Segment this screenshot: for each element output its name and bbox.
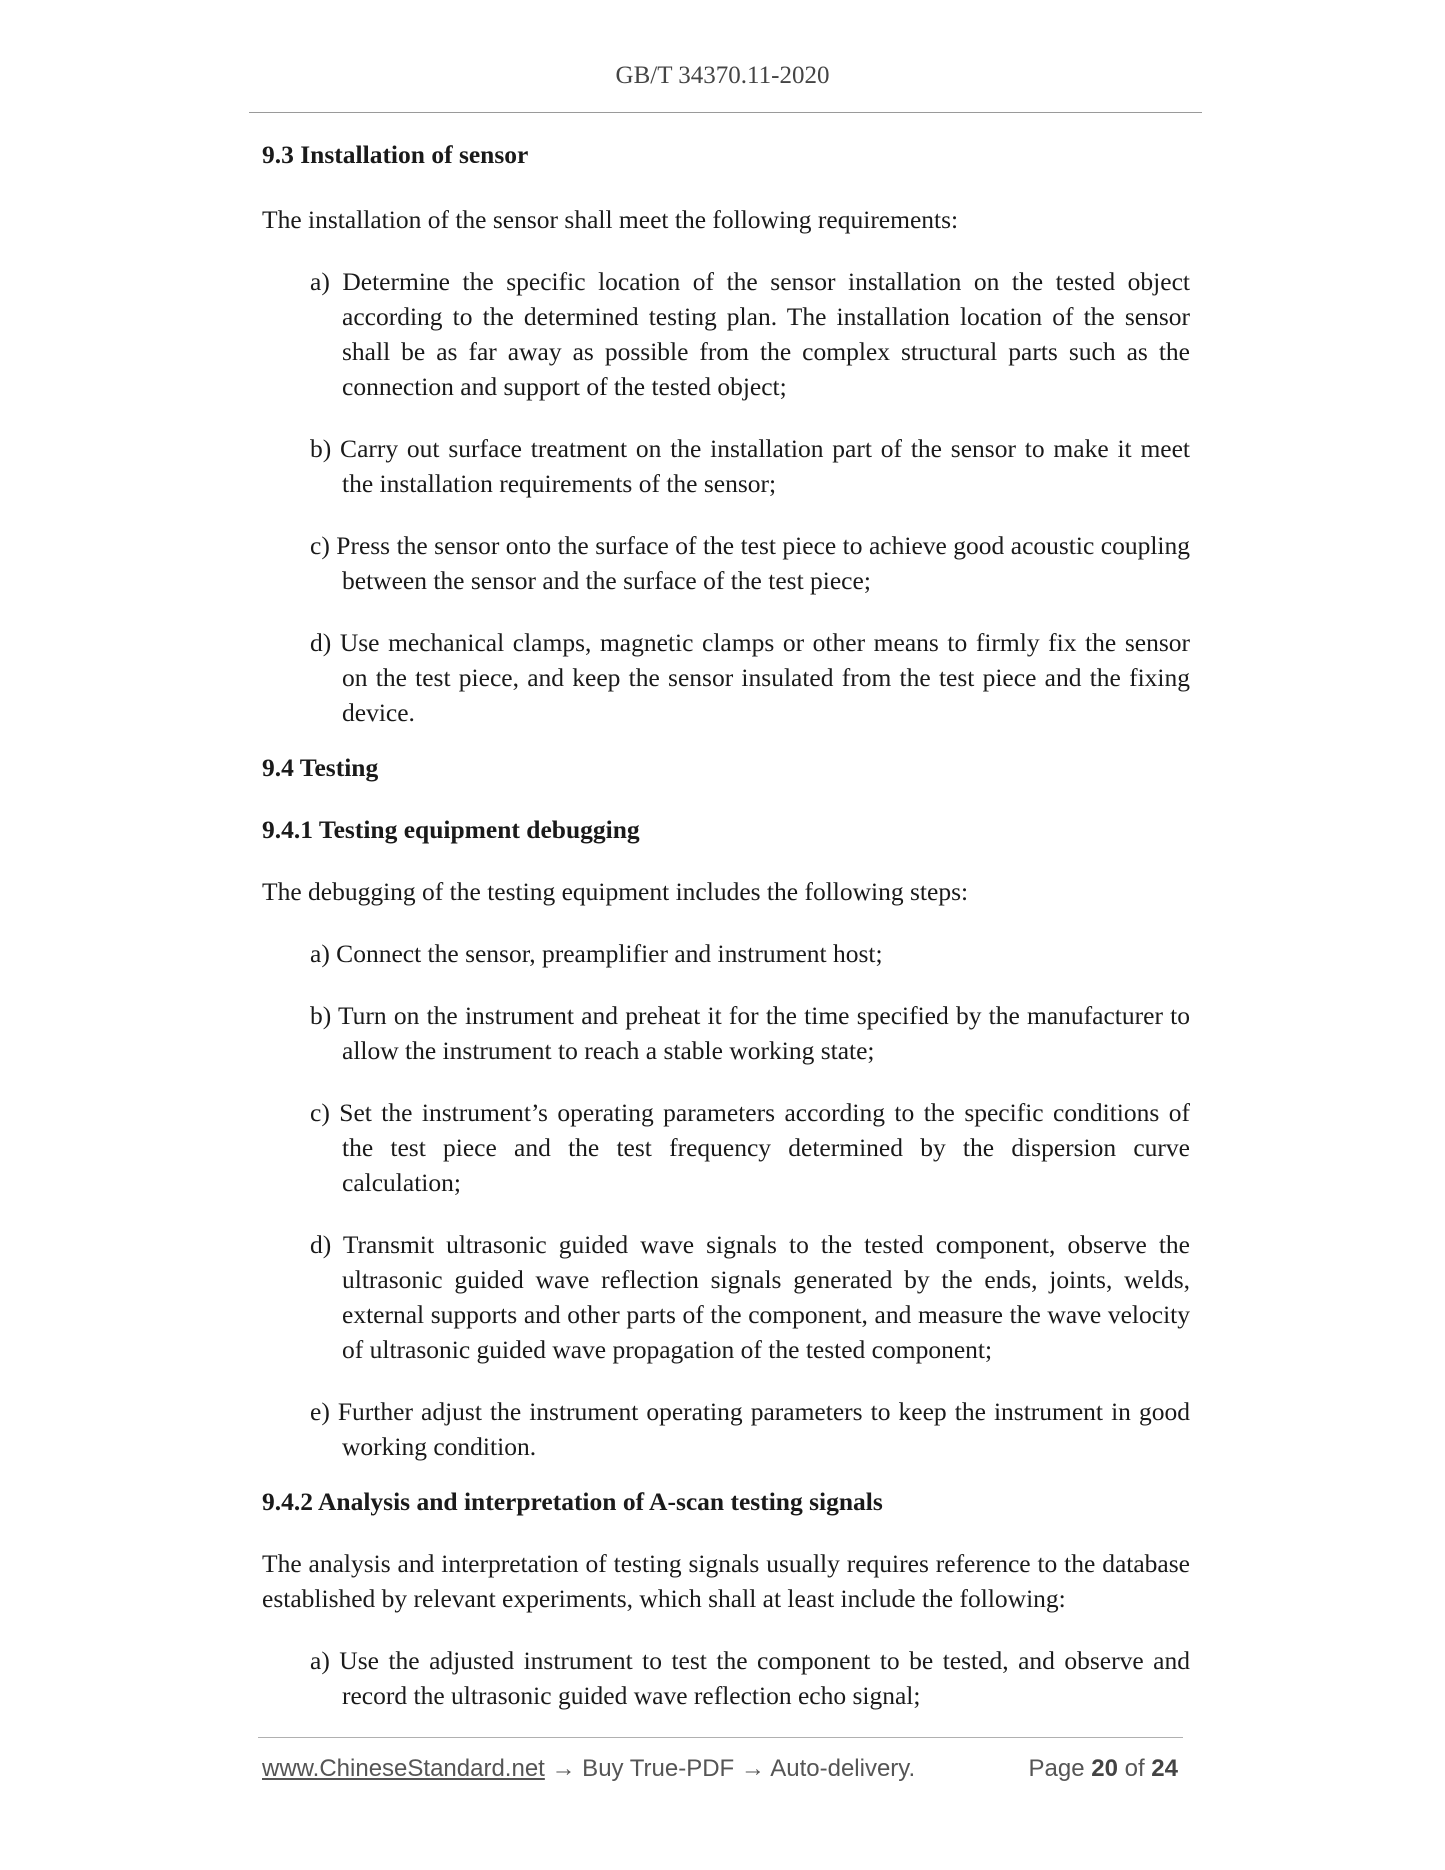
list-item: c) Set the instrument’s operating parameters according to the specific conditions of the test piece and the test frequency determined by the dispersion curve calculation;: [310, 1098, 1190, 1197]
of-label: of: [1124, 1755, 1145, 1782]
list-item: e) Further adjust the instrument operating parameters to keep the instrument in good working condition.: [310, 1397, 1190, 1461]
list-item: a) Use the adjusted instrument to test the component to be tested, and observe and record the ultrasonic guided wave reflection echo signal;: [310, 1646, 1190, 1710]
page-indicator: [1029, 1755, 1179, 1783]
list-item: a) Determine the specific location of the sensor installation on the tested object according to the determined testing plan. The installation location of the sensor shall be as far away as possible from the complex structural parts such as the connection and support of the tested object;: [310, 267, 1190, 401]
list-item: d) Transmit ultrasonic guided wave signals to the tested component, observe the ultrasonic guided wave reflection signals generated by the ends, joints, welds, external supports and other parts of the component, and measure the wave velocity of ultrasonic guided wave propagation of the tested component;: [310, 1230, 1190, 1364]
list-item: d) Use mechanical clamps, magnetic clamps or other means to firmly fix the sensor on the test piece, and keep the sensor insulated from the test piece and the fixing device.: [310, 628, 1190, 727]
section-9-4-1-intro: The debugging of the testing equipment includes the following steps:: [262, 877, 969, 906]
footer-promo-text: → Buy True-PDF → Auto-delivery.: [544, 1755, 916, 1782]
footer-divider: [258, 1737, 1183, 1738]
section-heading-9-4-2: 9.4.2 Analysis and interpretation of A-scan testing signals: [262, 1487, 883, 1516]
header-divider: [249, 112, 1202, 113]
page-label: Page: [1028, 1755, 1085, 1782]
section-heading-9-3: 9.3 Installation of sensor: [262, 140, 529, 169]
list-item: a) Connect the sensor, preamplifier and instrument host;: [310, 939, 883, 968]
section-9-3-intro: The installation of the sensor shall meet the following requirements:: [262, 205, 959, 234]
list-item: b) Carry out surface treatment on the installation part of the sensor to make it meet the installation requirements of the sensor;: [310, 434, 1190, 498]
page-number: 20: [1091, 1755, 1118, 1782]
website-link[interactable]: www.ChineseStandard.net: [262, 1755, 545, 1782]
section-heading-9-4: 9.4 Testing: [262, 753, 379, 782]
section-heading-9-4-1: 9.4.1 Testing equipment debugging: [262, 815, 640, 844]
section-9-4-2-intro: The analysis and interpretation of testing signals usually requires reference to the database established by relevant experiments, which shall at least include the following:: [262, 1549, 1190, 1613]
total-pages: 24: [1151, 1755, 1178, 1782]
document-header: GB/T 34370.11-2020: [615, 62, 830, 89]
list-item: c) Press the sensor onto the surface of the test piece to achieve good acoustic coupling between the sensor and the surface of the test piece;: [310, 531, 1190, 595]
document-body: [262, 137, 1190, 1740]
page-footer: [262, 1755, 1182, 1783]
list-item: b) Turn on the instrument and preheat it for the time specified by the manufacturer to allow the instrument to reach a stable working state;: [310, 1001, 1190, 1065]
